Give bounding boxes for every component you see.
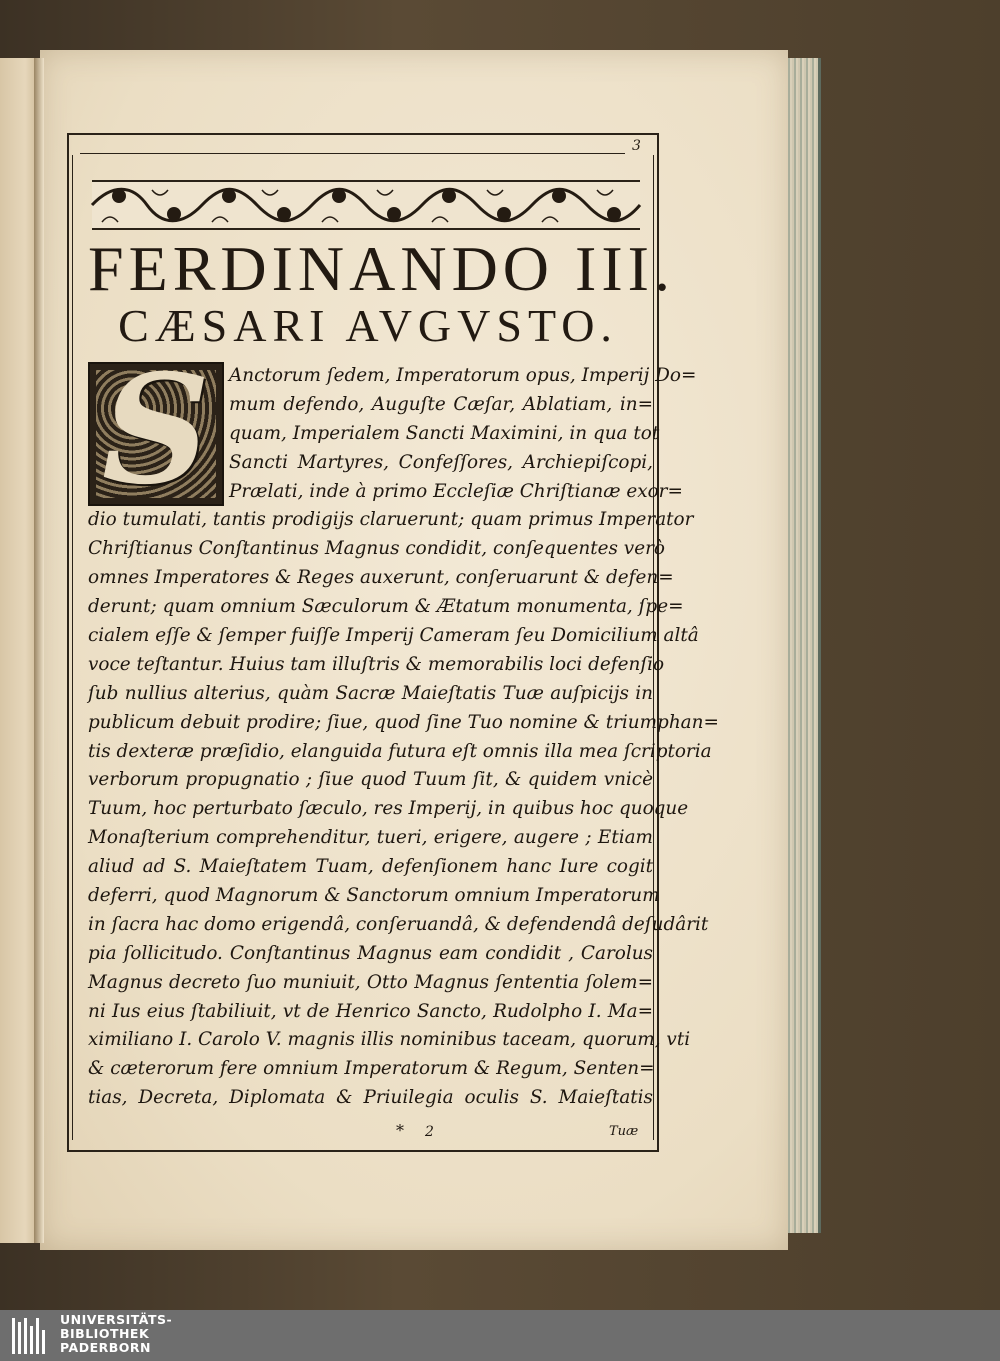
text-line: Magnus decreto ſuo muniuit, Otto Magnus ſententia ſolem= — [88, 971, 653, 993]
top-rule — [80, 153, 625, 154]
text-line: tias, Decreta, Diplomata & Priuilegia oculis S. Maieſtatis — [88, 1087, 653, 1109]
text-line: ſub nullius alterius, quàm Sacræ Maieſtatis Tuæ auſpicijs in — [88, 682, 653, 704]
text-line: Anctorum ſedem, Imperatorum opus, Imperij Do= — [229, 365, 697, 386]
catchword: Tuæ — [609, 1124, 639, 1139]
text-line: omnes Imperatores & Reges auxerunt, conſeruarunt & defen= — [88, 567, 674, 589]
show-through-text — [96, 1112, 102, 1128]
initial-letter: S — [101, 342, 211, 518]
scroll-ornament-icon — [92, 182, 640, 228]
library-logo-icon — [8, 1316, 48, 1356]
signature-number: 2 — [425, 1124, 434, 1140]
text-line: verborum propugnatio ; ſiue quod Tuum ſit, & quidem vnicè — [88, 769, 653, 791]
text-line: in ſacra hac domo erigendâ, conſeruandâ, & defendendâ deſudârit — [88, 913, 709, 935]
text-line: pia ſollicitudo. Conſtantinus Magnus eam condidit , Carolus — [88, 942, 653, 964]
text-line: ximiliano I. Carolo V. magnis illis nominibus taceam, quorum, vti — [88, 1029, 691, 1051]
book-gutter — [34, 58, 44, 1243]
text-line: & cæterorum fere omnium Imperatorum & Regum, Senten= — [88, 1058, 655, 1080]
text-line: mum defendo, Auguſte Cæſar, Ablatiam, in= — [229, 393, 653, 415]
text-line: cialem eſſe & ſemper fuiſſe Imperij Cameram ſeu Domicilium altâ — [88, 625, 699, 647]
text-line: Monaſterium comprehenditur, tueri, erigere, augere ; Etiam — [88, 827, 653, 849]
text-line: publicum debuit prodire; ſiue, quod ſine Tuo nomine & triumphan= — [88, 711, 719, 733]
library-name — [60, 1313, 172, 1355]
dedication-text — [88, 362, 719, 1113]
text-line: ni Ius eius ſtabiliuit, vt de Henrico Sancto, Rudolpho I. Ma= — [88, 1000, 653, 1022]
library-footer — [0, 1310, 1000, 1361]
library-name-line-1: UNIVERSITÄTS- — [60, 1312, 173, 1327]
library-name-line-3: PADERBORN — [60, 1340, 151, 1355]
title-ferdinando: FERDINANDO III. — [88, 233, 675, 304]
text-line: dio tumulati, tantis prodigijs claruerunt; quam primus Imperator — [88, 509, 694, 531]
page-number: 3 — [632, 138, 641, 154]
text-line: Sancti Martyres, Confeſſores, Archiepiſcopi, — [229, 451, 653, 473]
text-line: quam, Imperialem Sancti Maximini, in qua tot — [229, 422, 660, 444]
text-line: voce teſtantur. Huius tam illuſtris & memorabilis loci defenſio — [88, 653, 665, 675]
text-line: Prælati, inde à primo Eccleſiæ Chriſtianæ exor= — [229, 480, 683, 502]
text-line: derunt; quam omnium Sæculorum & Ætatum monumenta, ſpe= — [88, 596, 684, 618]
text-line: deferri, quod Magnorum & Sanctorum omnium Imperatorum — [88, 885, 660, 907]
text-line: Chriſtianus Conſtantinus Magnus condidit, conſequentes verò — [88, 538, 665, 560]
text-line: tis dexteræ præſidio, elanguida futura eſt omnis illa mea ſcriptoria — [88, 740, 712, 762]
title-caesari-augusto: CÆSARI AVGVSTO. — [118, 300, 618, 351]
ornamental-headpiece — [92, 180, 640, 230]
text-line: Tuum, hoc perturbato ſæculo, res Imperij, in quibus hoc quoque — [88, 798, 689, 820]
signature-mark: * — [396, 1121, 404, 1140]
text-line: aliud ad S. Maieſtatem Tuam, defenſionem hanc Iure cogit — [88, 856, 653, 878]
library-name-line-2: BIBLIOTHEK — [60, 1326, 150, 1341]
page-stack-edge — [786, 58, 821, 1233]
